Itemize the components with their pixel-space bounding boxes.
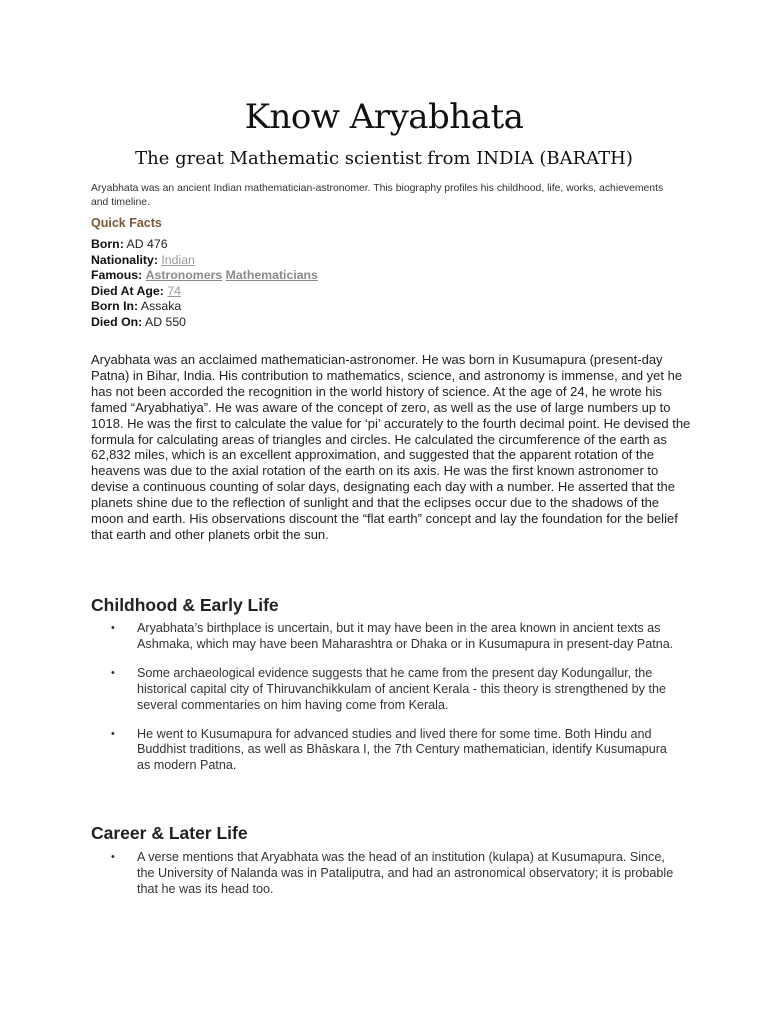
childhood-list <box>111 621 681 787</box>
intro-paragraph: Aryabhata was an ancient Indian mathematician-astronomer. This biography profiles his childhood, life, works, achievements and timeline. <box>91 183 664 208</box>
bullet-icon: • <box>111 727 115 740</box>
fact-nationality <box>91 253 318 269</box>
bullet-icon: • <box>111 622 115 634</box>
list-item <box>111 850 681 898</box>
list-item-text: A verse mentions that Aryabhata was the head of an institution (kulapa) at Kusumapura. Since, the University of Nalanda was in Pataliputra, and had an astronomical observatory; it is probable that he was its head too. <box>137 850 674 896</box>
biography-paragraph: Aryabhata was an acclaimed mathematician-astronomer. He was born in Kusumapura (present-day Patna) in Bihar, India. His contribution to mathematics, science, and astronomy is immense, and yet he has not been accorded the recognition in the world history of science. At the age of 24, he wrote his famed “Aryabhatiya”. He was aware of the concept of zero, as well as the use of large numbers up to 1018. He was the first to calculate the value for ‘pi’ accurately to the fourth decimal point. He devised the formula for calculating areas of triangles and circles. He calculated the circumference of the earth as 62,832 miles, which is an excellent approximation, and suggested that the apparent rotation of the heavens was due to the axial rotation of the earth on its axis. He was the first known astronomer to devise a continuous counting of solar days, designating each day with a number. He asserted that the planets shine due to the reflection of sunlight and that the eclipses occur due to the shadows of the moon and earth. His observations discount the “flat earth” concept and lay the foundation for the belief that earth and other planets orbit the sun. <box>91 352 691 542</box>
list-item-text: Some archaeological evidence suggests that he came from the present day Kodungallur, the historical capital city of Thiruvanchikkulam of ancient Kerala - this theory is strengthened by the several commentaries on him having come from Kerala. <box>137 665 666 712</box>
fact-born-in-value: Assaka <box>140 299 182 314</box>
fact-born-value: AD 476 <box>126 237 168 251</box>
fact-famous <box>91 268 318 284</box>
list-item-text: Aryabhata’s birthplace is uncertain, but it may have been in the area known in ancient texts as Ashmaka, which may have been Maharashtra or Dhaka or in Kusumapura in present-day Patna. <box>137 621 674 651</box>
fact-born <box>91 237 318 253</box>
astronomers-link[interactable]: Astronomers <box>145 268 223 283</box>
nationality-link[interactable]: Indian <box>161 252 195 267</box>
fact-died-on <box>91 315 318 331</box>
career-list <box>111 850 681 911</box>
career-heading: Career & Later Life <box>91 823 248 843</box>
list-item-text: He went to Kusumapura for advanced studies and lived there for some time. Both Hindu and Buddhist traditions, as well as Bhāskara I, the 7th Century mathematician, identify Kusumapura as modern Patna. <box>137 726 667 773</box>
page-title: Know Aryabhata <box>244 97 524 137</box>
page-subtitle: The great Mathematic scientist from INDIA (BARATH) <box>135 148 633 169</box>
fact-famous-label: Famous: <box>91 268 143 283</box>
quick-facts-heading: Quick Facts <box>91 216 162 230</box>
childhood-heading: Childhood & Early Life <box>91 595 279 615</box>
fact-died-on-value: AD 550 <box>145 314 187 329</box>
fact-born-in-label: Born In: <box>91 299 139 314</box>
fact-died-on-label: Died On: <box>91 314 143 329</box>
fact-died-at-age-label: Died At Age: <box>91 283 164 298</box>
fact-died-at-age <box>91 284 318 300</box>
mathematicians-link[interactable]: Mathematicians <box>225 268 318 283</box>
list-item <box>111 666 681 714</box>
fact-born-label: Born: <box>91 237 124 251</box>
fact-born-in <box>91 299 318 315</box>
died-at-age-link[interactable]: 74 <box>167 283 181 298</box>
bullet-icon: • <box>111 851 115 863</box>
list-item <box>111 727 681 775</box>
quick-facts-list <box>91 237 318 331</box>
fact-nationality-label: Nationality: <box>91 252 158 267</box>
list-item <box>111 621 681 653</box>
bullet-icon: • <box>111 666 115 679</box>
